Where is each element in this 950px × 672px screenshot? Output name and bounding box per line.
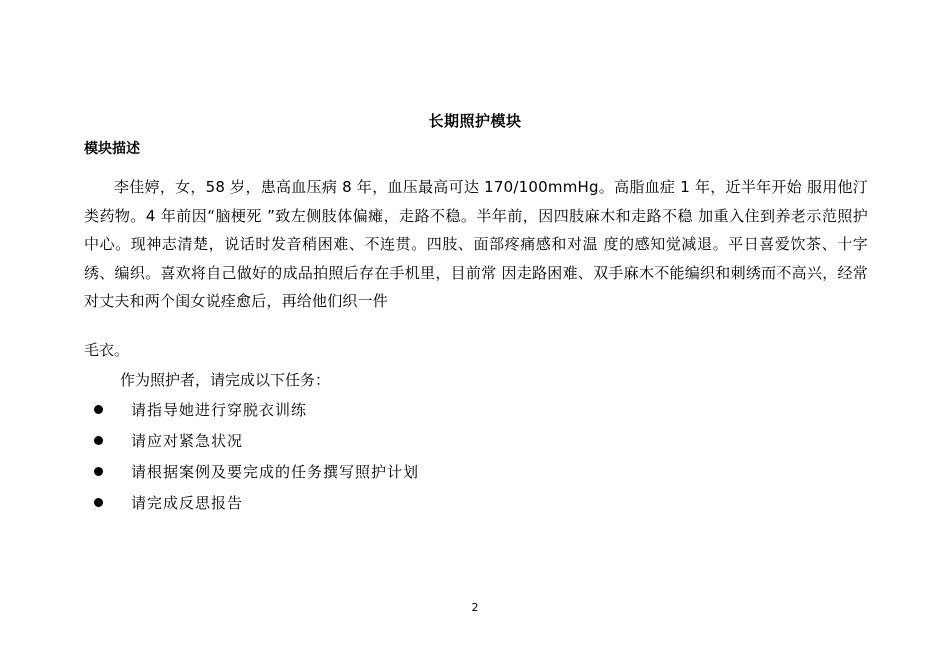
case-description-tail: 毛衣。 (84, 341, 130, 359)
bullet-icon (94, 405, 103, 414)
task-text: 请应对紧急状况 (131, 432, 244, 450)
bullet-icon (94, 467, 103, 476)
section-heading: 模块描述 (84, 141, 140, 157)
module-title: 长期照护模块 (428, 112, 522, 130)
page-number: 2 (471, 601, 479, 614)
list-item (90, 456, 419, 487)
bullet-icon (94, 498, 103, 507)
task-list (90, 394, 419, 518)
list-item (90, 394, 419, 425)
list-item (90, 425, 419, 456)
task-text: 请指导她进行穿脱衣训练 (131, 401, 308, 419)
task-intro: 作为照护者，请完成以下任务： (120, 371, 331, 389)
list-item (90, 487, 419, 518)
task-text: 请完成反思报告 (131, 494, 244, 512)
case-description: 李佳婷，女，58 岁，患高血压病 8 年，血压最高可达 170/100mmHg。高脂血症 1 年，近半年开始 服用他汀类药物。4 年前因“脑梗死 ”致左侧肢体偏瘫，走路不稳。半年前，因四肢麻木和走路不稳 加重入住到养老示范照护中心。现神志清楚，说话时发音稍困难、不连贯。四肢、面部疼痛感和对温 度的感知觉减退。平日喜爱饮茶、十字绣、编织。喜欢将自己做好的成品拍照后存在手机里，目前常 因走路困难、双手麻木不能编织和刺绣而不高兴，经常对丈夫和两个闺女说痊愈后，再给他们织一件 (84, 178, 868, 311)
task-text: 请根据案例及要完成的任务撰写照护计划 (131, 463, 420, 481)
bullet-icon (94, 436, 103, 445)
